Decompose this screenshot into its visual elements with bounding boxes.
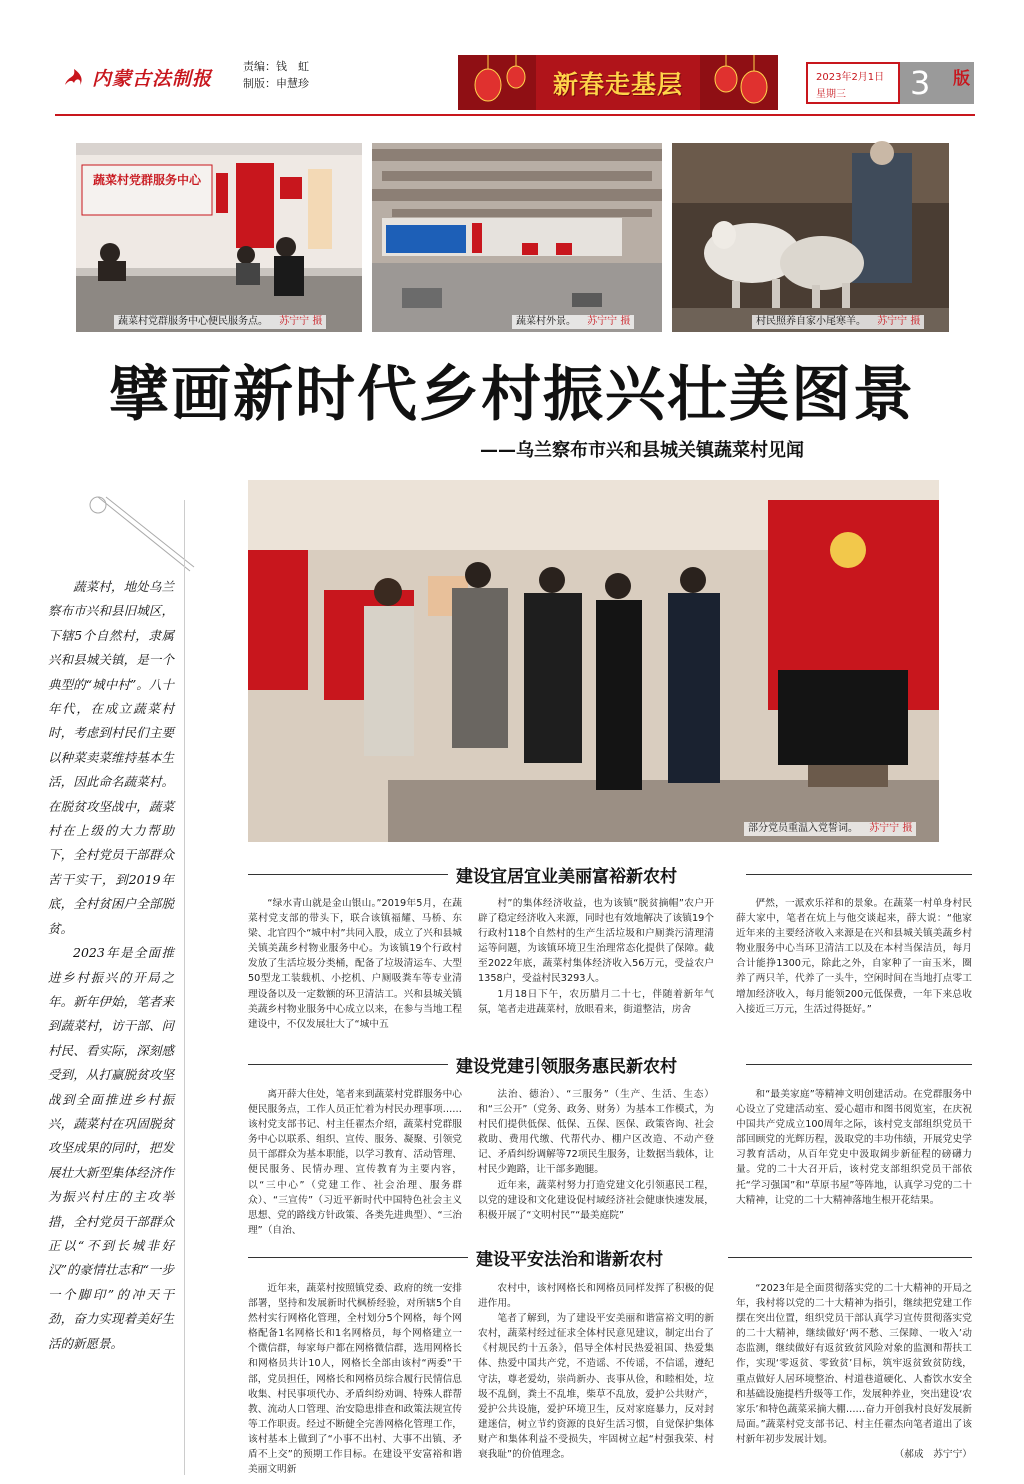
editor-credits — [243, 58, 309, 92]
photo1-caption: 蔬菜村党群服务中心便民服务点。 — [118, 316, 268, 327]
photo1-sign: 蔬菜村党群服务中心 — [92, 173, 201, 187]
maker-name: 制版：申慧珍 — [243, 77, 309, 90]
section1-col3 — [736, 896, 972, 1033]
page-label: 版 — [953, 69, 970, 89]
headline: 擘画新时代乡村振兴壮美图景 — [109, 360, 915, 430]
intro-column — [48, 575, 174, 1356]
section2-para: 法治、德治）、“三服务”（生产、生活、生态）和“三公开”（党务、政务、财务）为基本工作模式，为村民们提供低保、低保、五保、医保、政策咨询、社会救助、费用代缴、代帮代办、棚户区改造、不动产登记、矛盾纠纷调解等72项民生服务，让数据当载体，让村民少跑路，让干部多跑腿。 — [478, 1089, 714, 1176]
section3-para: 农村中，该村网格长和网格员同样发挥了积极的促进作用。 — [478, 1283, 714, 1310]
section3-col2 — [478, 1281, 714, 1479]
section-rule — [746, 874, 972, 875]
subheadline: ——乌兰察布市兴和县城关镇蔬菜村见闻 — [480, 440, 804, 461]
editor-name: 责编：钱 虹 — [243, 60, 309, 73]
section1-para: 俨然，一派欢乐祥和的景象。在蔬菜一村单身村民薛大家中，笔者在炕上与他交谈起来，薛大说：“他家近年来的主要经济收入来源是在兴和县城关镇美蔬乡村物业服务中心当环卫清洁工以及在本村当保洁员，每月合计能挣1300元，除此之外，自家种了一亩玉米，圈养了两只羊，代养了一头牛，空闲时间在当地打点零工增加经济收入，每月能领200元低保费，一年下来总收入接近三万元，生活过得挺好。” — [736, 898, 972, 1015]
issue-date-box — [806, 62, 900, 104]
photo-sheep — [672, 143, 949, 332]
section1-title: 建设宜居宜业美丽富裕新农村 — [456, 867, 677, 887]
section2-para: 近年来，蔬菜村努力打造党建文化引领惠民工程，以党的建设和文化建设促村域经济社会健康快速发展，积极开展了“文明村民”“最美庭院” — [478, 1179, 714, 1221]
banner-title: 新春走基层 — [552, 70, 683, 99]
page-number: 3 — [910, 64, 931, 102]
photo-service-center — [76, 143, 362, 332]
flame-logo-icon — [62, 65, 88, 89]
section1-para: 村”的集体经济收益，也为该镇“脱贫摘帽”农户开辟了稳定经济收入来源，同时也有效地解决了该镇19个行政村118个自然村的生产生活垃圾和户厕粪污清理清运等问题，为该镇环境卫生治理常态化提供了保障。截至2022年底，蔬菜村集体经济收入56万元，受益农户1358户，受益村民3293人。 — [478, 898, 714, 985]
section-rule — [746, 1064, 972, 1065]
section1-col2 — [478, 896, 714, 1033]
intro-paragraph: 蔬菜村，地处乌兰察布市兴和县旧城区，下辖5个自然村，隶属兴和县城关镇，是一个典型的“城中村”。八十年代，在成立蔬菜村时，考虑到村民们主要以种菜卖菜维持基本生活，因此命名蔬菜村。在脱贫攻坚战中，蔬菜村在上级的大力帮助下，全村党员干部群众苦干实干，到2019年底，全村贫困户全部脱贫。 — [48, 579, 174, 936]
main-photo-caption: 部分党员重温入党誓词。 — [748, 823, 858, 834]
section2-col3 — [736, 1087, 972, 1224]
issue-date: 2023年2月1日 — [816, 72, 885, 83]
photo2-credit: 苏宁宁 摄 — [587, 316, 631, 327]
section2-title: 建设党建引领服务惠民新农村 — [456, 1057, 677, 1077]
photo-village-aerial — [372, 143, 662, 332]
section3-col3 — [736, 1281, 972, 1479]
section-rule — [728, 1257, 972, 1258]
photo1-credit: 苏宁宁 摄 — [279, 316, 323, 327]
section3-para: “2023年是全面贯彻落实党的二十大精神的开局之年，我村将以党的二十大精神为指引，继续把党建工作摆在突出位置，组织党员干部认真学习宣传贯彻落实党的二十大精神，继续做好‘两不愁、三保障、一收入’动态监测，继续做好有返贫致贫风险对象的监测和帮扶工作，实现‘零返贫、零致贫’目标，筑牢返贫致贫防线，重点做好人居环境整治、村道巷道硬化、人畜饮水安全和基础设施提档升级等工作，发展种养业，突出建设‘农家乐’和特色蔬菜采摘大棚……奋力开创我村良好发展新局面。”蔬菜村党支部书记、村主任翟杰向笔者道出了该村新年初步发展计划。 — [736, 1283, 972, 1445]
section3-col1 — [248, 1281, 462, 1479]
section2-col1 — [248, 1087, 462, 1236]
logo-text: 内蒙古法制报 — [92, 67, 213, 90]
section1-col1 — [248, 896, 462, 1033]
intro-paragraph: 2023年是全面推进乡村振兴的开局之年。新年伊始，笔者来到蔬菜村，访干部、问村民、看实际，深刻感受到，从打赢脱贫攻坚战到全面推进乡村振兴，蔬菜村在巩固脱贫攻坚成果的同时，把发展壮大新型集体经济作为振兴村庄的主攻举措，全村党员干部群众正以“不到长城非好汉”的豪情壮志和“一步一个脚印”的冲天干劲，奋力实现着美好生活的新愿景。 — [48, 945, 174, 1351]
photo3-caption: 村民照养自家小尾寒羊。 — [756, 316, 866, 327]
section3-para: 笔者了解到，为了建设平安美丽和谐富裕文明的新农村，蔬菜村经过征求全体村民意见建议，制定出台了《村规民约十五条》，倡导全体村民热爱祖国、热爱集体、热爱中国共产党，不造谣、不传谣，不信谣，遵纪守法，尊老爱幼，崇尚新办、丧事从俭，和睦相处，垃圾不乱倒，粪土不乱堆，柴草不乱放，爱护公共财产，爱护公共设施，爱护环境卫生，反对家庭暴力，反对封建迷信，树立节约资源的良好生活习惯，自觉保护集体财产和集体利益不受损失，牢固树立起“村强我荣、村衰我耻”的价值理念。 — [478, 1313, 714, 1461]
section-rule — [248, 1064, 448, 1065]
photo2-caption: 蔬菜村外景。 — [516, 316, 576, 327]
photo3-credit: 苏宁宁 摄 — [877, 316, 921, 327]
byline: （郝成 苏宁宁） — [894, 1449, 972, 1461]
photo-party-oath — [248, 480, 939, 842]
section-rule — [248, 874, 448, 875]
section2-para: 离开薛大住处，笔者来到蔬菜村党群服务中心便民服务点，工作人员正忙着为村民办理事项……该村党支部书记、村主任翟杰介绍，蔬菜村党群服务中心以联系、组织、宣传、服务、凝聚、引领党员干部群众为基本职能，以学习教育、活动管理、便民服务、民情办理、宣传教育为主要内容，以“三中心”（党建工作、社会治理、服务群众）、“三宣传”（习近平新时代中国特色社会主义思想、党的路线方针政策、各类先进典型）、“三治理”（自治、 — [248, 1089, 462, 1236]
main-photo-credit: 苏宁宁 摄 — [869, 823, 913, 834]
left-column-rule — [184, 500, 185, 1475]
ribbon-decoration-icon — [84, 495, 194, 575]
header-rule — [55, 114, 975, 116]
section-rule — [248, 1257, 468, 1258]
newspaper-logo — [62, 62, 222, 92]
section3-title: 建设平安法治和谐新农村 — [476, 1250, 663, 1270]
section2-para: 和“最美家庭”等精神文明创建活动。在党群服务中心设立了党建活动室、爱心超市和图书阅览室，在庆祝中国共产党成立100周年之际，该村党支部组织党员干部回顾党的光辉历程，汲取党的丰功伟绩，开展党史学习教育活动，从百年党史中汲取阔步新征程的磅礴力量。党的二十大召开后，该村党支部组织党员干部依托“学习强国”和“草原书屋”等阵地，认真学习党的二十大精神，让党的二十大精神落地生根开花结果。 — [736, 1089, 972, 1206]
section1-para: 1月18日下午，农历腊月二十七，伴随着新年气氛，笔者走进蔬菜村，放眼看来，街道整洁，房舍 — [478, 988, 714, 1015]
page-number-box — [900, 62, 974, 104]
section2-col2 — [478, 1087, 714, 1224]
section1-para: “绿水青山就是金山银山。”2019年5月，在蔬菜村党支部的带头下，联合该镇福耀、马桥、东梁、北官四个“城中村”共同入股，成立了兴和县城关镇美蔬乡村物业服务中心。为该镇19个行政村发放了生活垃圾分类桶，配备了垃圾清运车、大型50型龙工装载机、小挖机、户厕吸粪车等专业清理设备以及一定数额的环卫清洁工。兴和县城关镇美蔬乡村物业服务中心成立以来，在参与当地工程建设中，不仅发展壮大了“城中五 — [248, 898, 462, 1030]
section3-para: 近年来，蔬菜村按照镇党委、政府的统一安排部署，坚持和发展新时代枫桥经验，对所辖5个自然村实行网格化管理，全村划分5个网格，每个网格配备1名网格长和1名网格员，每个网格建立一个微信群，每家每户都在网格微信群，选用网格长和网格员共计10人，网格长全部由该村“两委”干部，党员担任，网格长和网格员综合履行民情信息收集、村民事项代办、矛盾纠纷劝调、特殊人群帮教、流动人口管理、治安隐患排查和政策法规宣传等工作职责。经过不断健全完善网格化管理工作，该村基本上做到了“小事不出村、大事不出镇、矛盾不上交”的预期工作目标。在建设平安富裕和谐美丽文明新 — [248, 1283, 462, 1476]
issue-weekday: 星期三 — [816, 89, 846, 100]
section-banner — [458, 55, 778, 110]
